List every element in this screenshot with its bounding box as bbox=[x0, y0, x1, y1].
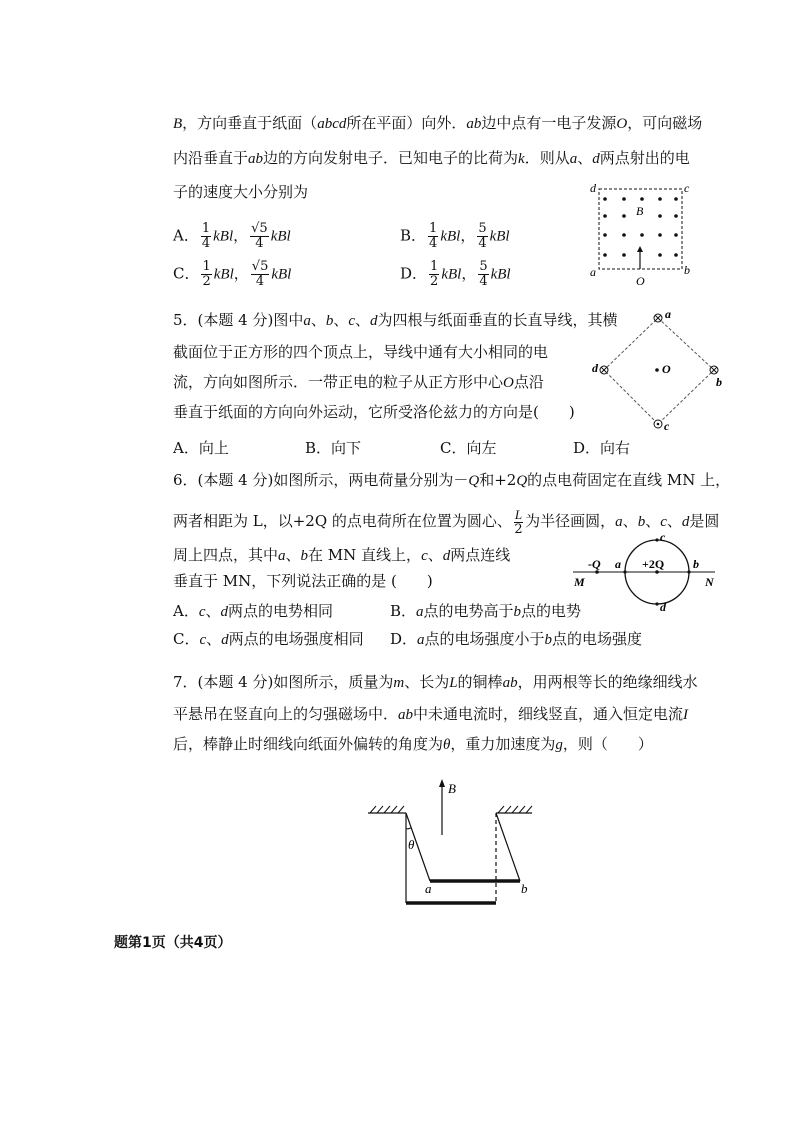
q6-symbol: b bbox=[637, 514, 646, 530]
fraction-L-over-2 bbox=[514, 508, 523, 537]
q6-text-line4: 垂直于 MN，下列说法正确的是 ( ) bbox=[173, 572, 433, 590]
label-d: d bbox=[590, 181, 596, 195]
left-ceiling-hatch bbox=[370, 806, 404, 813]
q6-symbol: b bbox=[513, 604, 522, 620]
q5-text: 流，方向如图所示．一带正电的粒子从正方形中心 bbox=[173, 373, 504, 391]
q5-text: 、 bbox=[355, 311, 371, 329]
q6-text-line1 bbox=[173, 470, 730, 491]
q6-symbol: a bbox=[416, 604, 424, 620]
q4-text-line1 bbox=[173, 113, 702, 134]
q6-text: 、 bbox=[622, 512, 638, 530]
q6-text: 、 bbox=[206, 630, 222, 648]
label-b: b bbox=[693, 557, 699, 571]
frac-num: √5 bbox=[251, 221, 268, 236]
option-label: D． bbox=[400, 264, 428, 283]
q4-text: 所在平面）向外． bbox=[346, 114, 467, 132]
q6-symbol: Q bbox=[468, 473, 480, 489]
expr: kBl bbox=[489, 228, 510, 245]
expr: kBl bbox=[271, 266, 292, 283]
wire-d-into-page bbox=[600, 366, 608, 374]
q6-text: 周上四点，其中 bbox=[173, 546, 279, 564]
frac-num: √5 bbox=[251, 259, 269, 274]
frac-den: 4 bbox=[478, 236, 487, 251]
point-a bbox=[623, 570, 626, 573]
q4-symbol: a bbox=[569, 151, 578, 167]
wire-a-into-page bbox=[654, 314, 662, 322]
q7-text: 后，棒静止时细线向纸面外偏转的角度为 bbox=[173, 735, 444, 753]
q7-text: 平悬吊在竖直向上的匀强磁场中． bbox=[173, 705, 399, 723]
q6-text: 点的电势 bbox=[521, 602, 582, 620]
square-outline bbox=[604, 318, 714, 424]
expr: kBl bbox=[213, 266, 234, 283]
label-N: N bbox=[705, 575, 714, 589]
q6-symbol: c bbox=[660, 514, 667, 530]
frac-den: 4 bbox=[255, 274, 265, 289]
q4-symbol: k bbox=[518, 151, 525, 167]
option-label: B． bbox=[400, 226, 427, 245]
q4-text: 内沿垂直于 bbox=[173, 149, 249, 167]
right-thread bbox=[496, 813, 520, 881]
label-c: c bbox=[660, 535, 666, 544]
q4-symbol: d bbox=[592, 151, 600, 167]
q7-text-line1 bbox=[173, 672, 698, 693]
frac-den: 4 bbox=[479, 274, 488, 289]
q6-text: 两者相距为 L，以+2Q 的点电荷所在位置为圆心、 bbox=[173, 512, 512, 530]
angle-arc bbox=[406, 828, 411, 829]
label-d: d bbox=[592, 361, 598, 375]
q6-option-a bbox=[173, 601, 333, 622]
fraction bbox=[251, 260, 270, 289]
q5-text: 、 bbox=[310, 311, 326, 329]
frac-den: 2 bbox=[430, 274, 439, 289]
frac-num: 5 bbox=[479, 259, 488, 274]
fraction bbox=[250, 222, 269, 251]
q5-text: 点沿 bbox=[513, 373, 544, 391]
q6-symbol: b bbox=[544, 632, 553, 648]
q6-text-line2 bbox=[173, 506, 719, 537]
label-a: a bbox=[615, 557, 621, 571]
q5-text-line2: 截面位于正方形的四个顶点上，导线中通有大小相同的电 bbox=[173, 343, 549, 361]
q6-text: 点的电场强度 bbox=[552, 630, 643, 648]
q6-text: 点的电场强度小于 bbox=[424, 630, 545, 648]
q5-text: 、 bbox=[333, 311, 349, 329]
q5-option-a: A．向上 bbox=[173, 439, 229, 457]
q5-symbol: d bbox=[370, 313, 378, 329]
sep: ， bbox=[233, 226, 249, 245]
q7-text: 的铜棒 bbox=[457, 673, 503, 691]
q5-symbol: c bbox=[348, 313, 356, 329]
frac-num: 1 bbox=[429, 221, 438, 236]
q6-text: 两点的电场强度相同 bbox=[228, 630, 364, 648]
q7-copper-rod-figure bbox=[360, 775, 560, 910]
q6-text: 和+2 bbox=[479, 471, 517, 489]
fraction bbox=[201, 260, 211, 289]
q4-text: 边的方向发射电子．已知电子的比荷为 bbox=[263, 149, 519, 167]
q5-text-line1 bbox=[173, 310, 618, 331]
frac-den: 2 bbox=[202, 274, 211, 289]
label-b: b bbox=[684, 263, 690, 277]
label-c: c bbox=[664, 419, 670, 433]
frac-num: 1 bbox=[202, 259, 211, 274]
label-M: M bbox=[574, 575, 585, 589]
q6-symbol: Q bbox=[516, 473, 528, 489]
q4-option-b bbox=[400, 222, 510, 251]
q5-option-c: C．向左 bbox=[440, 439, 497, 457]
expr: kBl bbox=[490, 266, 511, 283]
q6-text: 6．(本题 4 分)如图所示，两电荷量分别为－ bbox=[173, 471, 469, 489]
q5-option-d: D．向右 bbox=[573, 439, 631, 457]
q5-text-line3 bbox=[173, 372, 544, 393]
q6-option-b bbox=[390, 601, 581, 622]
option-label: D． bbox=[390, 630, 418, 648]
fraction bbox=[478, 260, 488, 289]
q4-magnetic-field-figure bbox=[585, 180, 695, 290]
q4-option-a bbox=[173, 222, 291, 251]
q6-text: 在 MN 直线上， bbox=[308, 546, 422, 564]
q5-symbol: O bbox=[503, 375, 514, 391]
q6-text: 两点连线 bbox=[450, 546, 511, 564]
point-c bbox=[655, 538, 658, 541]
q7-text: 7．(本题 4 分)如图所示，质量为 bbox=[173, 673, 394, 691]
option-label: A． bbox=[173, 602, 199, 620]
expr: kBl bbox=[213, 228, 234, 245]
q4-symbol: abcd bbox=[317, 116, 347, 132]
q6-text-line3 bbox=[173, 545, 510, 566]
label-theta: θ bbox=[408, 837, 415, 852]
q7-text: ，则（ ） bbox=[562, 735, 653, 753]
expr: kBl bbox=[441, 266, 462, 283]
right-ceiling-hatch bbox=[498, 806, 532, 813]
q7-symbol: L bbox=[449, 675, 458, 691]
q6-text: 、 bbox=[427, 546, 443, 564]
q6-text: 点的电势高于 bbox=[423, 602, 514, 620]
label-O: O bbox=[662, 362, 671, 376]
q4-text: ．则从 bbox=[524, 149, 570, 167]
q7-symbol: ab bbox=[398, 707, 414, 723]
label-d: d bbox=[660, 600, 666, 611]
q4-text-line2 bbox=[173, 148, 690, 169]
frac-den: 4 bbox=[255, 236, 264, 251]
expr: kBl bbox=[440, 228, 461, 245]
q6-text: 、 bbox=[645, 512, 661, 530]
q7-text: 、长为 bbox=[404, 673, 450, 691]
option-label: C． bbox=[173, 264, 200, 283]
label-negQ: -Q bbox=[588, 557, 601, 571]
q7-symbol: m bbox=[393, 675, 405, 691]
q7-symbol: g bbox=[555, 737, 563, 753]
q6-option-c bbox=[173, 629, 364, 650]
q6-text: 、 bbox=[285, 546, 301, 564]
q4-option-c bbox=[173, 260, 291, 289]
q6-text: 的点电荷固定在直线 MN 上， bbox=[527, 471, 731, 489]
q6-text: 两点的电势相同 bbox=[228, 602, 334, 620]
q5-option-b: B．向下 bbox=[305, 439, 362, 457]
q6-symbol: c bbox=[421, 548, 428, 564]
q6-symbol: a bbox=[417, 632, 425, 648]
q4-text: ，可向磁场 bbox=[627, 114, 703, 132]
option-label: A． bbox=[173, 226, 199, 245]
label-a: a bbox=[665, 307, 671, 321]
q4-text: 边中点有一电子发源 bbox=[481, 114, 617, 132]
q4-symbol: ab bbox=[466, 116, 482, 132]
label-a: a bbox=[590, 265, 596, 279]
frac-den: 2 bbox=[514, 521, 523, 537]
point-b bbox=[687, 570, 690, 573]
q6-text: 是圆 bbox=[689, 512, 720, 530]
q7-symbol: I bbox=[683, 707, 689, 723]
q6-symbol: c bbox=[198, 604, 206, 620]
frac-num: 1 bbox=[430, 259, 439, 274]
q6-text: 、 bbox=[666, 512, 682, 530]
q4-symbol-B: B bbox=[173, 116, 183, 132]
label-b: b bbox=[521, 881, 528, 896]
q4-text: 、 bbox=[577, 149, 593, 167]
sep: ， bbox=[461, 264, 477, 283]
q4-text: ，方向垂直于纸面（ bbox=[182, 114, 318, 132]
label-O: O bbox=[636, 274, 645, 288]
q5-symbol: a bbox=[303, 313, 311, 329]
q7-text: ，用两根等长的绝缘细线水 bbox=[517, 673, 698, 691]
q4-text-line3: 子的速度大小分别为 bbox=[173, 183, 309, 201]
q6-symbol: d bbox=[220, 604, 229, 620]
sep: ， bbox=[460, 226, 476, 245]
fraction bbox=[477, 222, 487, 251]
fraction bbox=[428, 222, 438, 251]
q5-text-line4: 垂直于纸面的方向向外运动，它所受洛伦兹力的方向是( ) bbox=[173, 403, 575, 421]
q7-text-line2 bbox=[173, 704, 688, 725]
expr: kBl bbox=[270, 228, 291, 245]
fraction bbox=[201, 222, 211, 251]
q6-symbol: c bbox=[199, 632, 207, 648]
center-point bbox=[655, 368, 659, 372]
frac-num: L bbox=[514, 506, 523, 522]
label-c: c bbox=[684, 181, 690, 195]
q5-symbol: b bbox=[325, 313, 334, 329]
q6-symbol: d bbox=[221, 632, 229, 648]
q5-text: 5．(本题 4 分)图中 bbox=[173, 311, 304, 329]
q6-symbol: a bbox=[615, 514, 623, 530]
point-d bbox=[655, 602, 658, 605]
wire-c-out-of-page bbox=[654, 420, 662, 428]
q4-option-d bbox=[400, 260, 511, 289]
label-B: B bbox=[636, 204, 644, 218]
q6-text: 、 bbox=[205, 602, 221, 620]
label-b: b bbox=[716, 375, 722, 389]
q6-text: 为半径画圆， bbox=[525, 512, 616, 530]
q6-charges-circle-figure bbox=[570, 535, 720, 611]
q6-symbol: a bbox=[278, 548, 286, 564]
frac-den: 4 bbox=[201, 236, 211, 251]
q4-symbol: ab bbox=[248, 151, 264, 167]
label-posQ: +2Q bbox=[642, 557, 665, 571]
q4-text: 两点射出的电 bbox=[599, 149, 690, 167]
sep: ， bbox=[233, 264, 249, 283]
fraction bbox=[429, 260, 439, 289]
q7-text: ，重力加速度为 bbox=[450, 735, 556, 753]
label-B: B bbox=[448, 781, 456, 796]
q7-symbol: ab bbox=[502, 675, 518, 691]
frac-den: 4 bbox=[429, 236, 438, 251]
frac-num: 5 bbox=[478, 221, 487, 236]
q5-text: 为四根与纸面垂直的长直导线，其横 bbox=[377, 311, 618, 329]
q7-text-line3 bbox=[173, 734, 653, 755]
wire-b-into-page bbox=[710, 366, 718, 374]
q7-symbol: θ bbox=[443, 737, 451, 753]
q5-wire-square-figure bbox=[588, 306, 728, 434]
page-footer: 题第1页（共4页） bbox=[114, 935, 232, 951]
q6-symbol: d bbox=[442, 548, 451, 564]
q6-option-d bbox=[390, 629, 642, 650]
arrow-head bbox=[637, 246, 643, 252]
option-label: B． bbox=[390, 602, 417, 620]
arrow-head bbox=[439, 779, 445, 787]
q6-symbol: b bbox=[300, 548, 309, 564]
frac-num: 1 bbox=[201, 221, 211, 236]
q4-symbol: O bbox=[616, 116, 628, 132]
option-label: C． bbox=[173, 630, 200, 648]
q7-text: 中未通电流时，细线竖直，通入恒定电流 bbox=[413, 705, 684, 723]
label-a: a bbox=[425, 881, 432, 896]
q6-symbol: d bbox=[681, 514, 690, 530]
